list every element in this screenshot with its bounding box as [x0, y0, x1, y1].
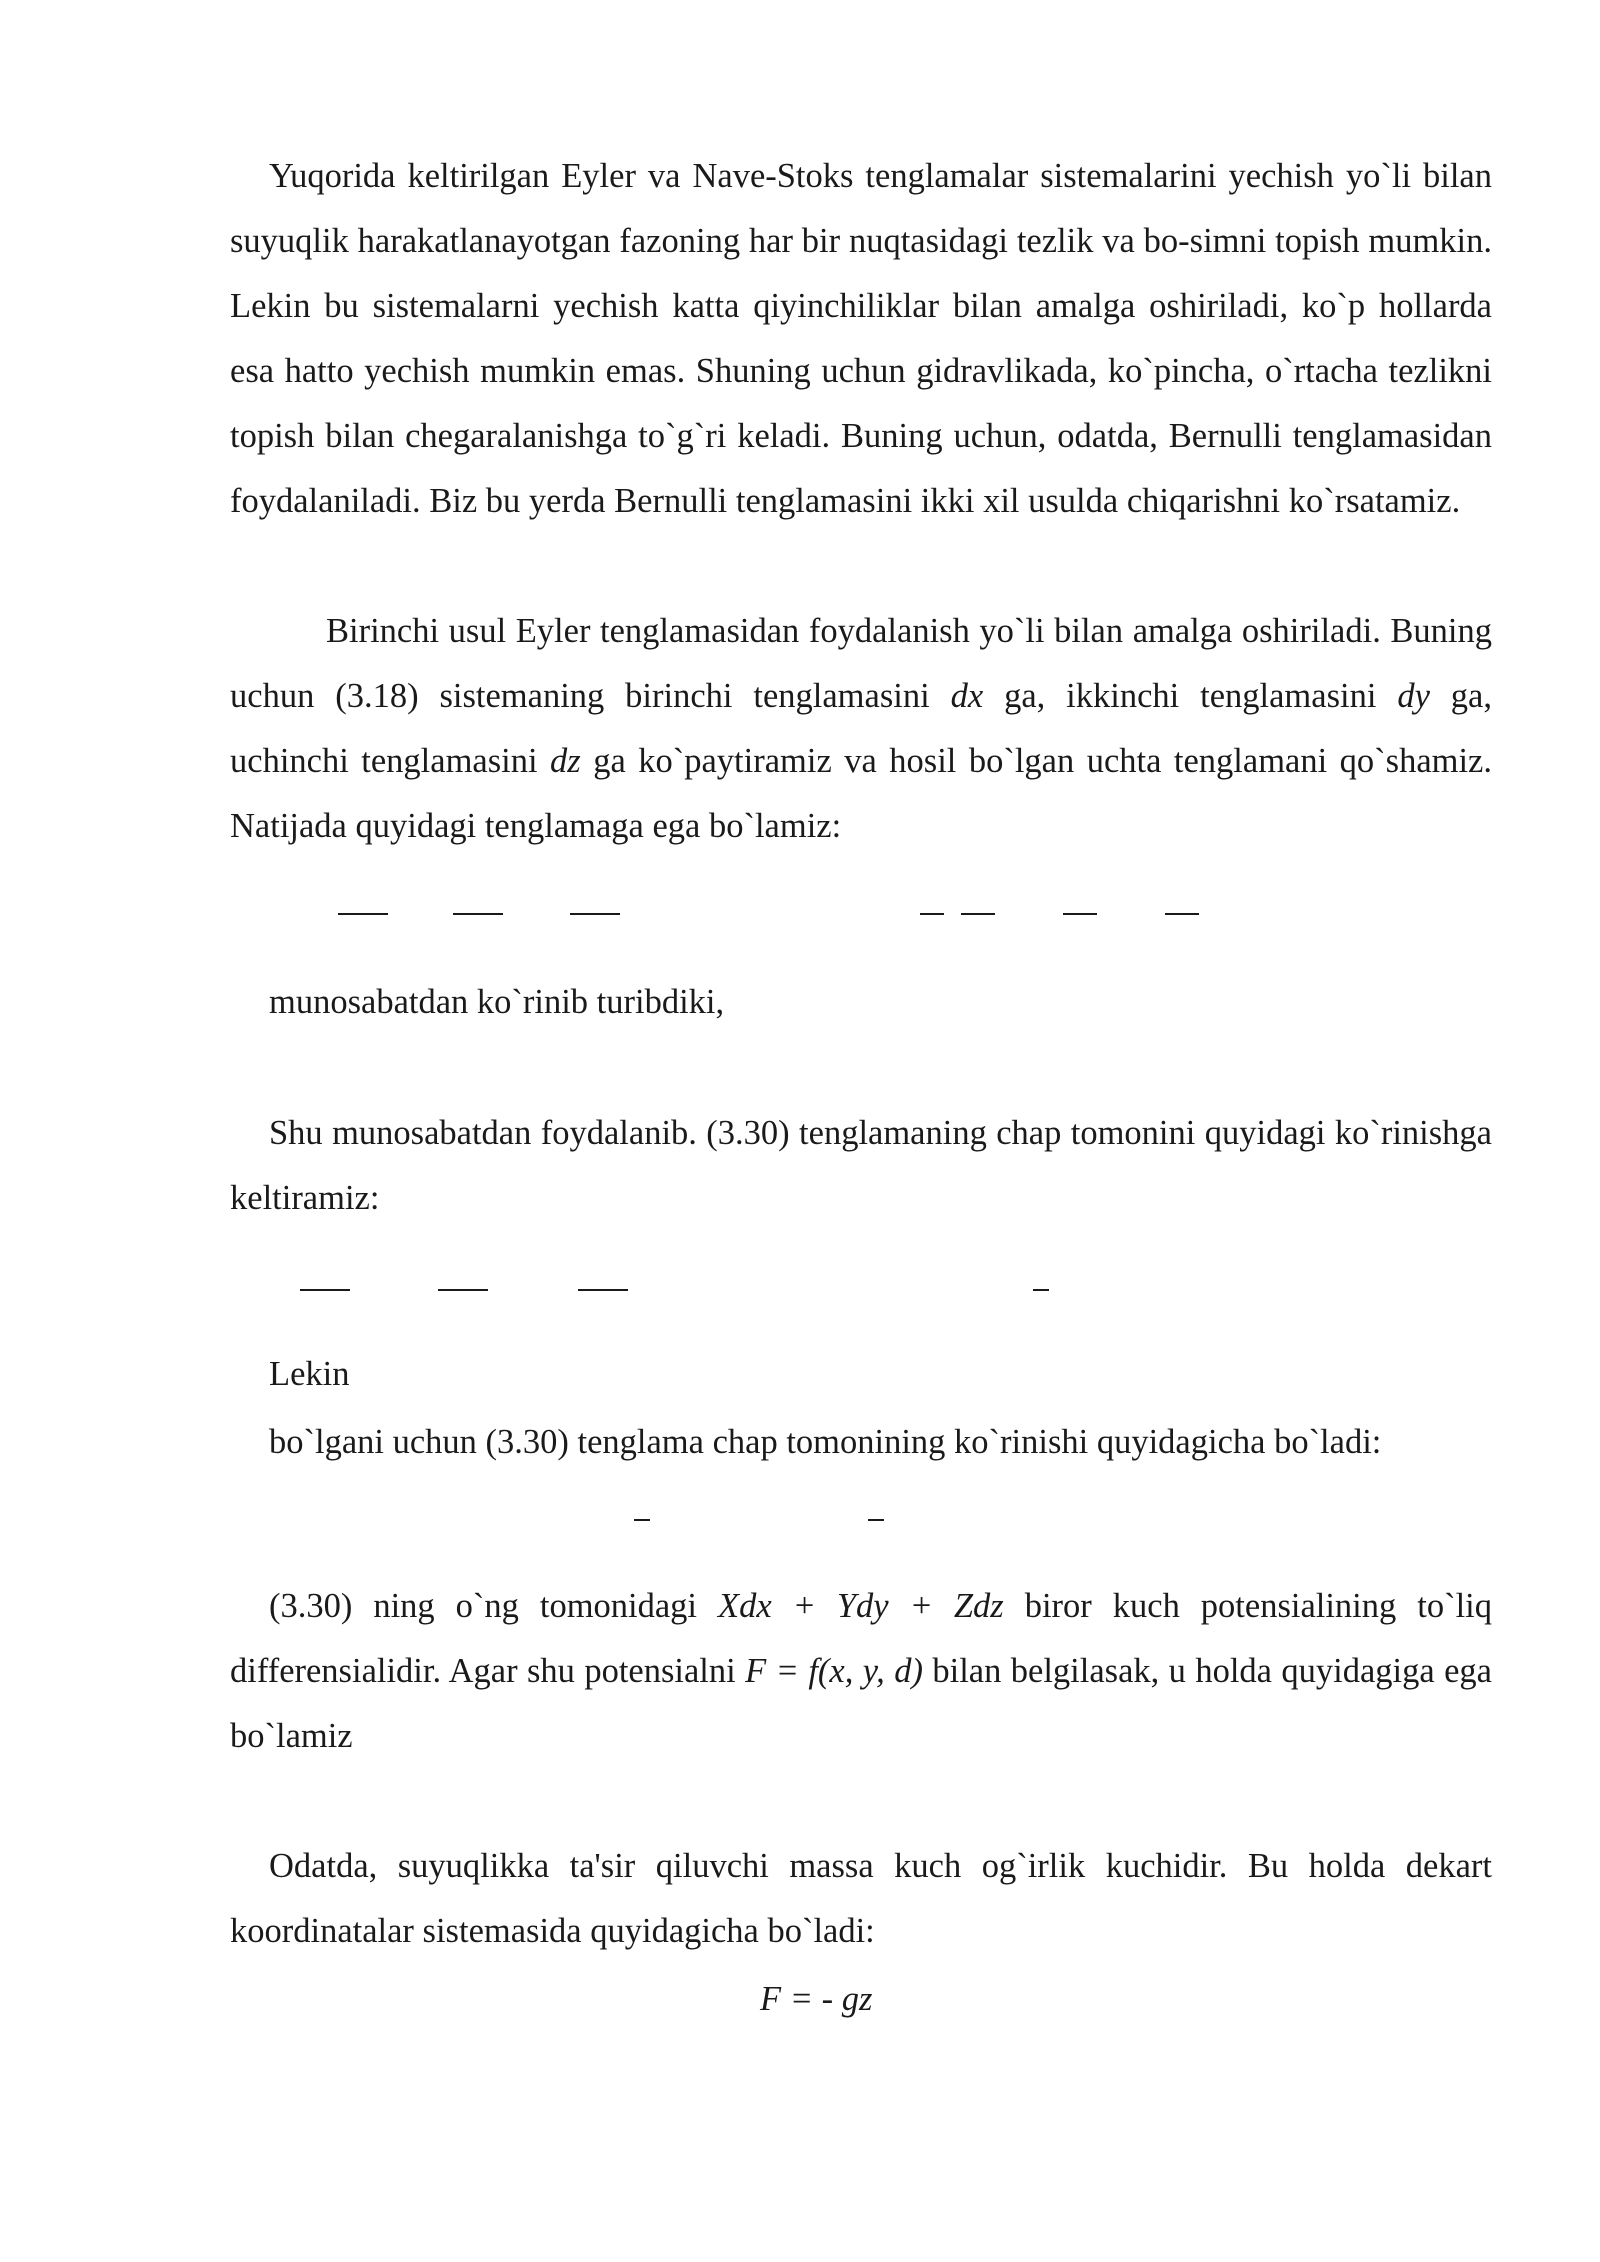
paragraph-first-method-text-1: Birinchi usul Eyler tenglamasidan foydalanish yo`li bilan amalga oshiriladi. Buning uchun (3.18) sistemaning birinchi tenglamasini	[230, 612, 1492, 715]
paragraph-lekin: Lekin	[269, 1355, 350, 1393]
fraction-bar	[634, 1519, 650, 1521]
variable-dx: dx	[950, 677, 984, 715]
variable-dy: dy	[1397, 677, 1430, 715]
variable-dz: dz	[550, 742, 581, 780]
paragraph-gravity: Odatda, suyuqlikka ta'sir qiluvchi massa kuch og`irlik kuchidir. Bu holda dekart koordinatalar sistemasida quyidagicha bo`ladi:	[230, 1847, 1492, 1950]
paragraph-first-method-text-3: ga, uchinchi tenglamasini	[230, 677, 1492, 780]
fraction-bar	[338, 913, 388, 915]
fraction-bar	[1165, 913, 1199, 915]
paragraph-intro: Yuqorida keltirilgan Eyler va Nave-Stoks tenglamalar sistemalarini yechish yo`li bilan suyuqlik harakatlanayotgan fazoning har bir nuqtasidagi tezlik va bo-simni topish mumkin. Lekin bu sistemalarni yechish katta qiyinchiliklar bilan amalga oshiriladi, ko`p hollarda esa hatto yechish mumkin emas. Shuning uchun gidravlikada, ko`pincha, o`rtacha tezlikni topish bilan chegaralanishga to`g`ri keladi. Buning uchun, odatda, Bernulli tenglamasidan foydalaniladi. Biz bu yerda Bernulli tenglamasini ikki xil usulda chiqarishni ko`rsatamiz.	[230, 157, 1492, 520]
fraction-bar	[300, 1289, 350, 1291]
paragraph-first-method-text-4: ga ko`paytiramiz va hosil bo`lgan uchta tenglamani qo`shamiz. Natijada quyidagi tenglamaga ega bo`lamiz:	[230, 742, 1492, 845]
fraction-bar	[920, 913, 944, 915]
formula-f-equals-minus-gz: F = - gz	[760, 1980, 873, 2018]
expression-potential-function: F = f(x, y, d)	[745, 1652, 923, 1690]
fraction-bar	[453, 913, 503, 915]
paragraph-left-side: Shu munosabatdan foydalanib. (3.30) tenglamaning chap tomonini quyidagi ko`rinishga keltiramiz:	[230, 1114, 1492, 1217]
paragraph-potential-text-1: (3.30) ning o`ng tomonidagi	[269, 1587, 718, 1625]
fraction-bar	[570, 913, 620, 915]
paragraph-potential	[230, 1574, 1492, 1769]
fraction-bar	[868, 1519, 884, 1521]
paragraph-potential-text-2: biror kuch potensialining to`liq differensialidir. Agar shu potensialni	[230, 1587, 1492, 1690]
fraction-bar	[438, 1289, 488, 1291]
fraction-bar	[1033, 1289, 1049, 1291]
paragraph-first-method	[230, 599, 1492, 859]
fraction-bar	[1063, 913, 1097, 915]
paragraph-potential-text-3: bilan belgilasak, u holda quyidagiga ega bo`lamiz	[230, 1652, 1492, 1755]
paragraph-munosabat: munosabatdan ko`rinib turibdiki,	[269, 983, 725, 1021]
fraction-bar	[961, 913, 995, 915]
paragraph-bolgani: bo`lgani uchun (3.30) tenglama chap tomonining ko`rinishi quyidagicha bo`ladi:	[269, 1423, 1382, 1461]
fraction-bar	[578, 1289, 628, 1291]
paragraph-first-method-text-2: ga, ikkinchi tenglamasini	[983, 677, 1398, 715]
expression-xdx-ydy-zdz: Xdx + Ydy + Zdz	[718, 1587, 1004, 1625]
